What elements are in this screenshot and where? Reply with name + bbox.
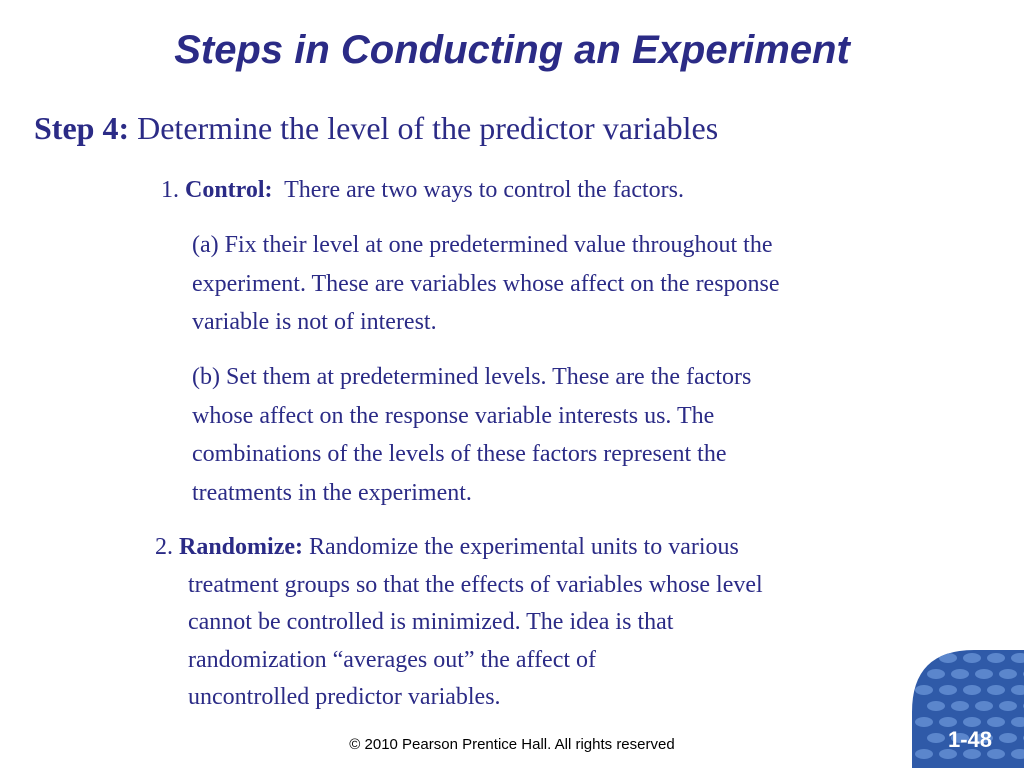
slide-title: Steps in Conducting an Experiment <box>174 28 850 72</box>
corner-dot <box>951 701 969 711</box>
slide-number: 1-48 <box>947 727 993 752</box>
step-label: Step 4: <box>34 110 130 146</box>
corner-dot <box>999 701 1017 711</box>
option-b-line: combinations of the levels of these factors represent the <box>192 441 727 467</box>
corner-dot <box>915 653 933 663</box>
option-a-line: experiment. These are variables whose affect on the response <box>192 270 780 297</box>
randomize-text: Randomize the experimental units to various <box>308 534 739 560</box>
step-text: Determine the level of the predictor variables <box>137 110 719 146</box>
option-b-line: treatments in the experiment. <box>192 479 472 506</box>
option-a-line: variable is not of interest. <box>192 309 437 335</box>
corner-dot <box>963 685 981 695</box>
corner-dot <box>963 653 981 663</box>
control-term: Control: <box>185 177 273 203</box>
randomize-line: treatment groups so that the effects of variables whose level <box>188 571 763 598</box>
control-number: 1. <box>161 177 179 203</box>
randomize-first-line <box>155 529 763 567</box>
option-b-line: whose affect on the response variable interests us. The <box>192 402 715 429</box>
randomize-item <box>155 529 763 717</box>
corner-dot <box>975 669 993 679</box>
control-item <box>161 171 684 209</box>
randomize-line: cannot be controlled is minimized. The idea is that <box>188 609 674 635</box>
randomize-term: Randomize: <box>179 534 303 560</box>
corner-dot <box>987 685 1005 695</box>
randomize-line: uncontrolled predictor variables. <box>188 684 501 710</box>
control-option-b <box>192 358 751 512</box>
corner-dot <box>927 701 945 711</box>
corner-dot <box>915 685 933 695</box>
control-option-a <box>192 226 780 342</box>
copyright-footer: © 2010 Pearson Prentice Hall. All rights reserved <box>349 736 675 753</box>
control-text: There are two ways to control the factors. <box>284 177 684 203</box>
corner-dot <box>987 653 1005 663</box>
corner-dot <box>951 669 969 679</box>
option-a-line: (a) Fix their level at one predetermined value throughout the <box>192 232 773 258</box>
corner-dot <box>975 701 993 711</box>
corner-dot <box>999 669 1017 679</box>
corner-dot <box>939 685 957 695</box>
option-b-line: (b) Set them at predetermined levels. These are the factors <box>192 364 752 390</box>
randomize-line: randomization “averages out” the affect of <box>188 646 597 673</box>
corner-dot <box>927 669 945 679</box>
randomize-number: 2. <box>155 534 173 560</box>
step-heading <box>34 106 718 150</box>
corner-dot <box>939 653 957 663</box>
